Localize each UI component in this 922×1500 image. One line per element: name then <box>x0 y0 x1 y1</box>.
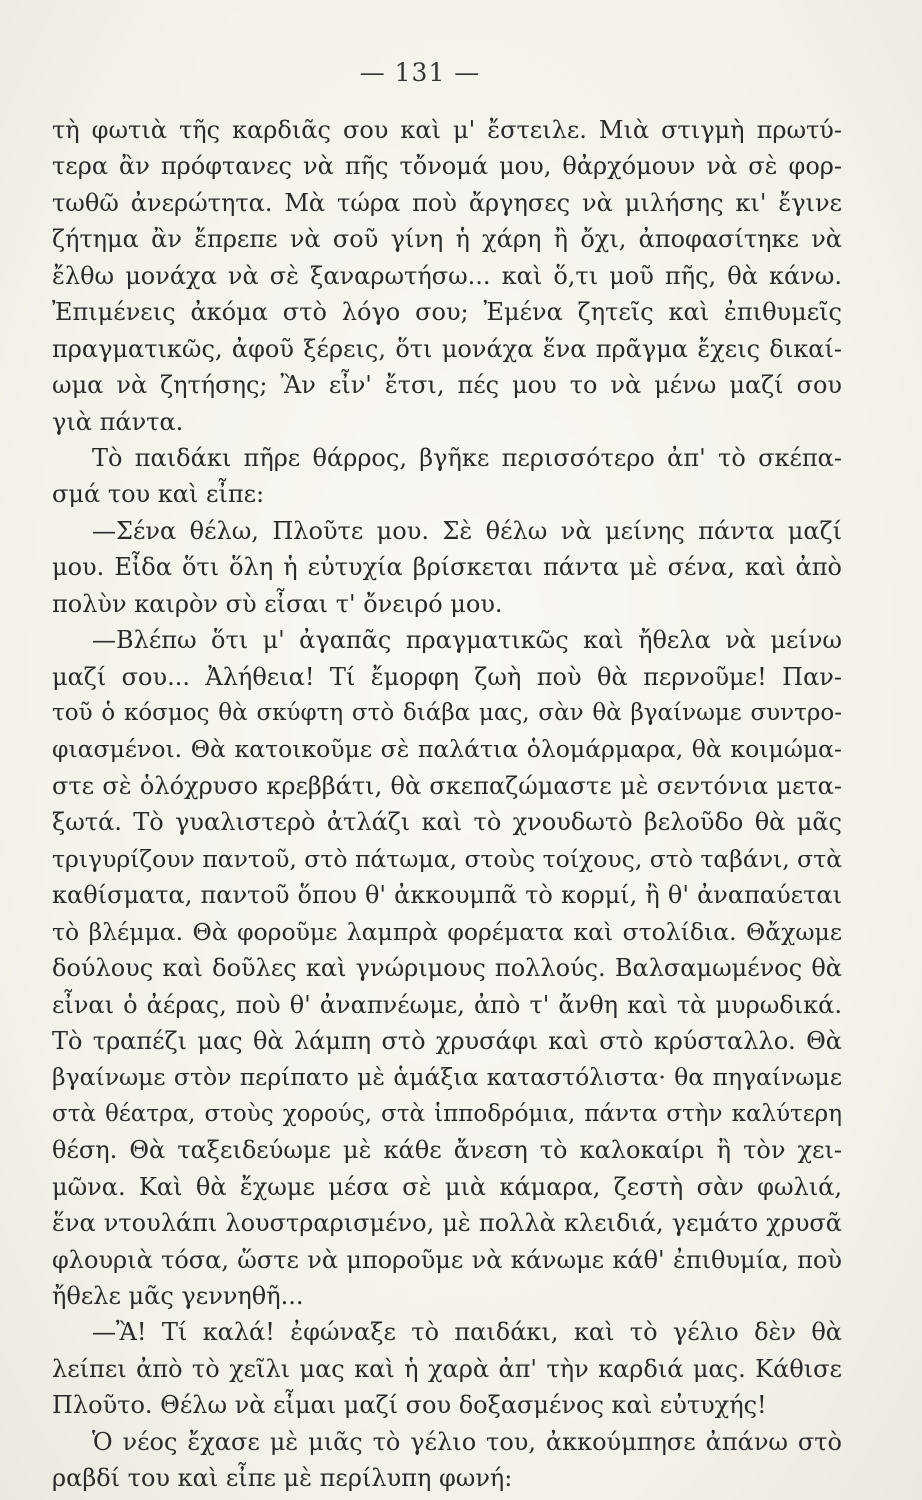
text-line: θέση. Θὰ ταξειδεύωμε μὲ κάθε ἄνεση τὸ καλοκαίρι ἢ τὸν χει- <box>52 1136 842 1165</box>
text-line: Τὸ παιδάκι πῆρε θάρρος, βγῆκε περισσότερο ἀπ' τὸ σκέπα- <box>92 443 842 472</box>
text-line: τερα ἂν πρόφτανες νὰ πῆς τὄνομά μου, θἀρχόμουν νὰ σὲ φορ- <box>52 152 842 181</box>
text-line: ωμα νὰ ζητήσης; Ἂν εἶν' ἔτσι, πές μου το νὰ μένω μαζί σου <box>52 371 842 400</box>
text-line: λείπει ἀπὸ τὸ χεῖλι μας καὶ ἡ χαρὰ ἀπ' τὴν καρδιά μας. Κάθισε <box>52 1354 842 1383</box>
text-line: φιασμένοι. Θὰ κατοικοῦμε σὲ παλάτια ὁλομάρμαρα, θὰ κοιμώμα- <box>52 735 842 764</box>
text-line: τὸ βλέμμα. Θὰ φοροῦμε λαμπρὰ φορέματα καὶ στολίδια. Θἄχωμε <box>52 917 842 946</box>
text-line: Τὸ τραπέζι μας θὰ λάμπη στὸ χρυσάφι καὶ στὸ κρύσταλλο. Θὰ <box>52 1026 842 1055</box>
text-line: ραβδί του καὶ εἶπε μὲ περίλυπη φωνή: <box>52 1464 513 1493</box>
page-number: — 131 — <box>359 58 481 87</box>
text-line: τοῦ ὁ κόσμος θὰ σκύφτη στὸ διάβα μας, σὰν θὰ βγαίνωμε συντρο- <box>52 700 842 726</box>
text-line: —Ἂ! Τί καλά! ἐφώναξε τὸ παιδάκι, καὶ τὸ γέλιο δὲν θὰ <box>92 1318 842 1347</box>
text-line: —Βλέπω ὅτι μ' ἀγαπᾶς πραγματικῶς καὶ ἤθελα νὰ μείνω <box>92 626 842 655</box>
text-line: μῶνα. Καὶ θὰ ἔχωμε μέσα σὲ μιὰ κάμαρα, ζεστὴ σὰν φωλιά, <box>52 1172 842 1201</box>
text-line: μου. Εἶδα ὅτι ὅλη ἡ εὐτυχία βρίσκεται πάντα μὲ σένα, καὶ ἀπὸ <box>52 553 842 582</box>
text-line: τριγυρίζουν παντοῦ, στὸ πάτωμα, στοὺς τοίχους, στὸ ταβάνι, στὰ <box>52 844 842 873</box>
text-line: τὴ φωτιὰ τῆς καρδιᾶς σου καὶ μ' ἔστειλε. Μιὰ στιγμὴ πρωτύ- <box>52 116 842 144</box>
text-line: εἶναι ὁ ἀέρας, ποὺ θ' ἀναπνέωμε, ἀπὸ τ' ἄνθη καὶ τὰ μυρωδικά. <box>52 990 842 1019</box>
text-line: Πλοῦτο. Θέλω νὰ εἶμαι μαζί σου δοξασμένος καὶ εὐτυχής! <box>52 1391 767 1420</box>
text-line: τωθῶ ἀνερώτητα. Μὰ τώρα ποὺ ἄργησες νὰ μιλήσης κι' ἔγινε <box>52 188 842 217</box>
text-line: ξωτά. Τὸ γυαλιστερὸ ἀτλάζι καὶ τὸ χνουδωτὸ βελοῦδο θὰ μᾶς <box>52 808 842 837</box>
text-line: ἕνα ντουλάπι λουστραρισμένο, μὲ πολλὰ κλειδιά, γεμάτο χρυσᾶ <box>52 1209 842 1238</box>
text-line: γιὰ πάντα. <box>52 407 184 436</box>
text-line: —Σένα θέλω, Πλοῦτε μου. Σὲ θέλω νὰ μείνης πάντα μαζί <box>92 516 842 545</box>
text-line: σμά του καὶ εἶπε: <box>52 480 265 509</box>
text-line: δούλους καὶ δοῦλες καὶ γνώριμους πολλούς. Βαλσαμωμένος θὰ <box>52 954 842 983</box>
text-line: καθίσματα, παντοῦ ὅπου θ' ἀκκουμπᾶ τὸ κορμί, ἢ θ' ἀναπαύεται <box>52 881 842 910</box>
text-line: πραγματικῶς, ἀφοῦ ξέρεις, ὅτι μονάχα ἕνα πρᾶγμα ἔχεις δικαί- <box>52 334 842 363</box>
text-line: μαζί σου... Ἀλήθεια! Τί ἔμορφη ζωὴ ποὺ θὰ περνοῦμε! Παν- <box>52 662 842 691</box>
text-line: πολὺν καιρὸν σὺ εἶσαι τ' ὄνειρό μου. <box>52 589 503 618</box>
text-line: ζήτημα ἂν ἔπρεπε νὰ σοῦ γίνη ἡ χάρη ἢ ὄχι, ἀποφασίτηκε νὰ <box>52 225 842 254</box>
text-line: φλουριὰ τόσα, ὥστε νὰ μποροῦμε νὰ κάνωμε κάθ' ἐπιθυμία, ποὺ <box>52 1245 842 1274</box>
text-line: στὰ θέατρα, στοὺς χορούς, στὰ ἱπποδρόμια, πάντα στὴν καλύτερη <box>52 1100 842 1127</box>
text-line: βγαίνωμε στὸν περίπατο μὲ ἁμάξια καταστόλιστα· θα πηγαίνωμε <box>52 1063 842 1092</box>
text-line: ἤθελε μᾶς γεννηθῆ... <box>52 1282 304 1310</box>
body-text <box>52 112 842 1497</box>
text-line: Ἐπιμένεις ἀκόμα στὸ λόγο σου; Ἐμένα ζητεῖς καὶ ἐπιθυμεῖς <box>52 298 842 327</box>
text-line: Ὁ νέος ἔχασε μὲ μιᾶς τὸ γέλιο του, ἀκκούμπησε ἀπάνω στὸ <box>92 1427 842 1456</box>
text-line: στε σὲ ὁλόχρυσο κρεββάτι, θὰ σκεπαζώμαστε μὲ σεντόνια μετα- <box>52 771 842 800</box>
text-line: ἔλθω μονάχα νὰ σὲ ξαναρωτήσω... καὶ ὅ,τι μοῦ πῆς, θὰ κάνω. <box>52 261 842 290</box>
